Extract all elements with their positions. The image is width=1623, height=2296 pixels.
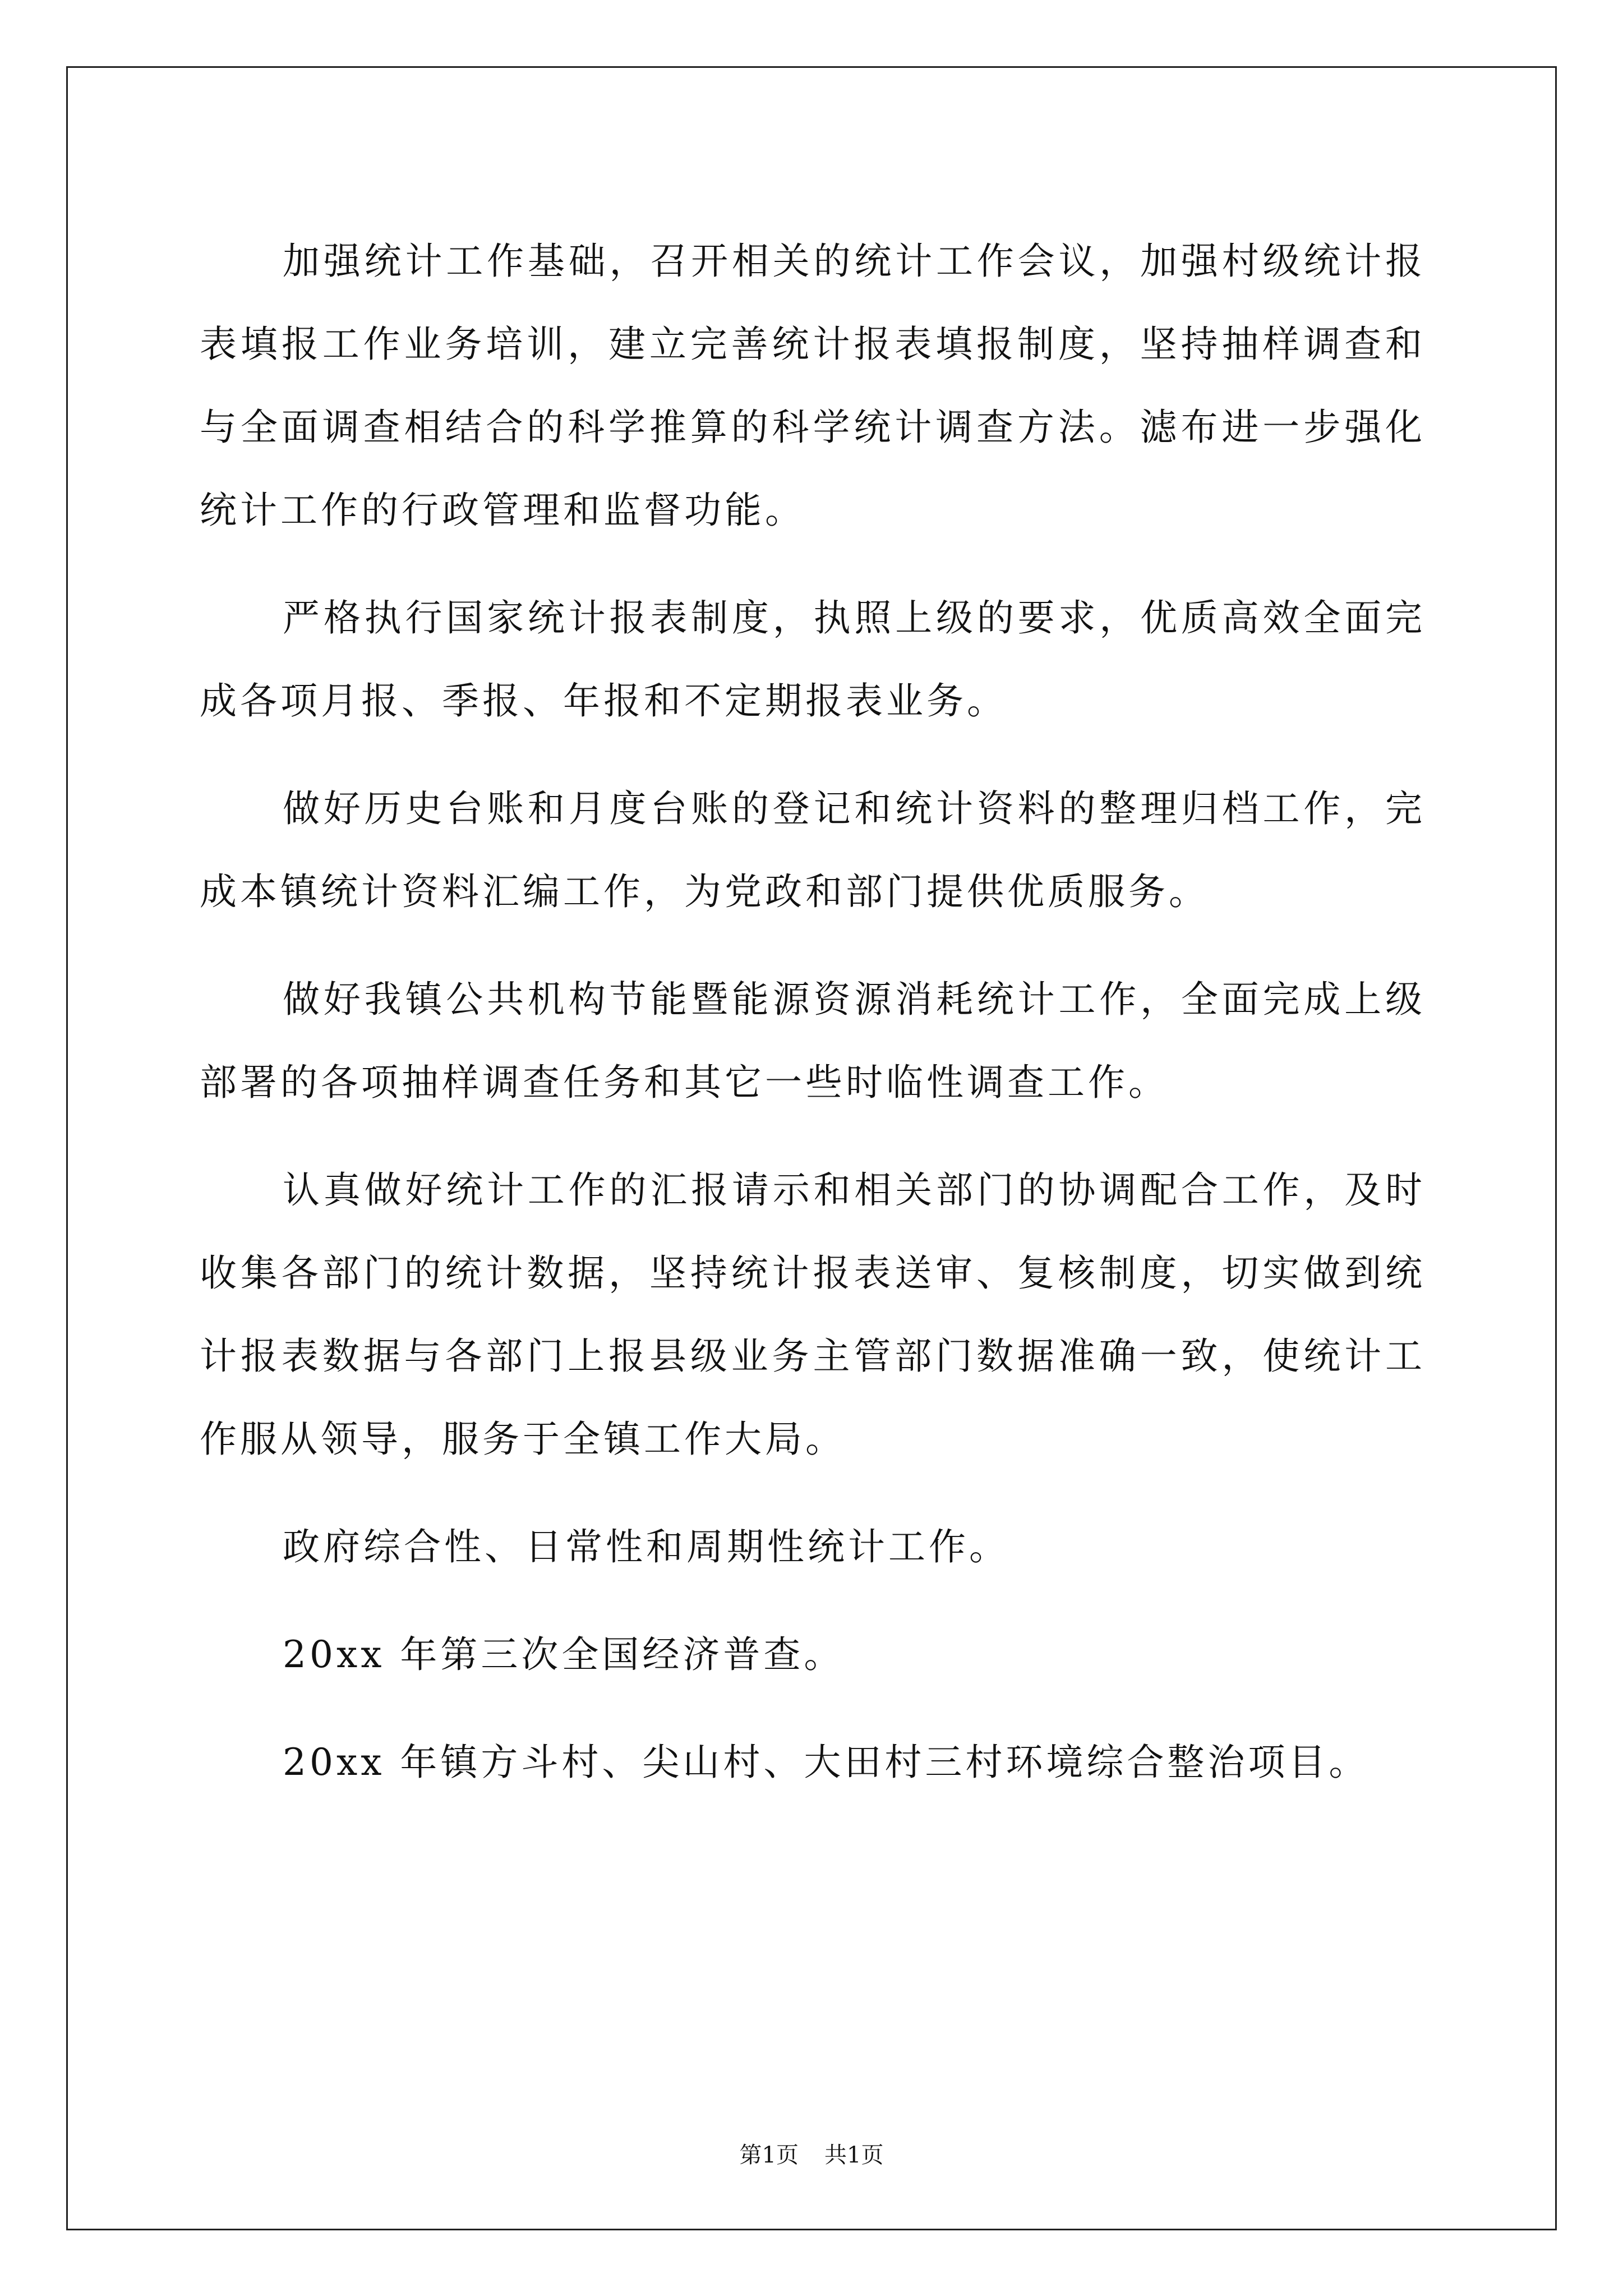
document-body [200, 220, 1426, 1829]
paragraph-statistics-foundation: 加强统计工作基础，召开相关的统计工作会议，加强村级统计报表填报工作业务培训，建立完善统计报表填报制度，坚持抽样调查和与全面调查相结合的科学推算的科学统计调查方法。滤布进一步强化统计工作的行政管理和监督功能。 [200, 240, 1426, 532]
paragraph-report-system: 严格执行国家统计报表制度，执照上级的要求，优质高效全面完成各项月报、季报、年报和不定期报表业务。 [200, 596, 1426, 723]
paragraph-ledger-archiving: 做好历史台账和月度台账的登记和统计资料的整理归档工作，完成本镇统计资料汇编工作，为党政和部门提供优质服务。 [200, 787, 1426, 913]
paragraph-coordination: 认真做好统计工作的汇报请示和相关部门的协调配合工作，及时收集各部门的统计数据，坚持统计报表送审、复核制度，切实做到统计报表数据与各部门上报县级业务主管部门数据准确一致，使统计工作服从领导，服务于全镇工作大局。 [200, 1168, 1426, 1461]
page-number: 第1页 [739, 2142, 799, 2168]
paragraph-economic-census: 20xx 年第三次全国经济普查。 [283, 1633, 845, 1676]
paragraph-government-statistics: 政府综合性、日常性和周期性统计工作。 [283, 1525, 1009, 1568]
paragraph-energy-statistics: 做好我镇公共机构节能暨能源资源消耗统计工作，全面完成上级部署的各项抽样调查任务和其它一些时临性调查工作。 [200, 978, 1426, 1104]
page-footer [0, 2142, 1623, 2169]
page-total: 共1页 [824, 2142, 884, 2168]
paragraph-environment-project: 20xx 年镇方斗村、尖山村、大田村三村环境综合整治项目。 [283, 1741, 1370, 1784]
